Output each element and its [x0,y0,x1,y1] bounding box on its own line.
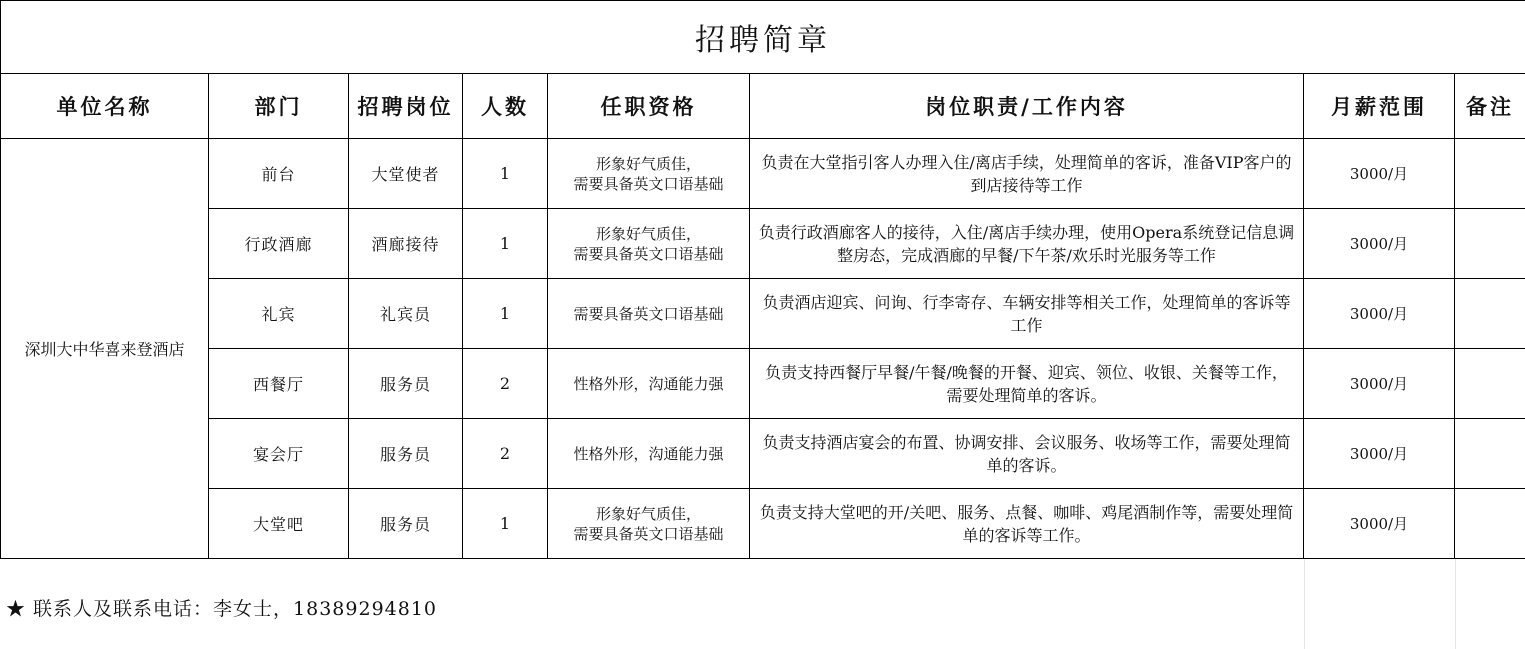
duties-text: 负责酒店迎宾、问询、行李寄存、车辆安排等相关工作，处理简单的客诉等工作 [762,292,1291,335]
qualification-cell [548,139,750,209]
remark-cell [1455,349,1525,419]
position-cell: 礼宾员 [349,279,463,349]
position-cell: 服务员 [349,419,463,489]
department-cell: 大堂吧 [209,489,349,559]
table-row [1,489,1525,559]
salary-cell: 3000/月 [1304,209,1455,279]
remark-cell [1455,279,1525,349]
duties-cell [750,279,1304,349]
qualification-text: 性格外形，沟通能力强 [573,444,724,463]
header-duties: 岗位职责/工作内容 [750,74,1304,139]
salary-cell: 3000/月 [1304,349,1455,419]
count-cell: 2 [463,349,548,419]
position-cell: 服务员 [349,349,463,419]
table-row [1,419,1525,489]
duties-text: 负责在大堂指引客人办理入住/离店手续，处理简单的客诉，准备VIP客户的到店接待等工作 [761,152,1292,195]
table-row [1,209,1525,279]
qualification-text: 形象好气质佳， 需要具备英文口语基础 [573,224,724,263]
qualification-text: 需要具备英文口语基础 [573,304,724,323]
department-cell: 前台 [209,139,349,209]
header-company: 单位名称 [1,74,209,139]
header-remark: 备注 [1455,74,1525,139]
remark-cell [1455,209,1525,279]
department-cell: 礼宾 [209,279,349,349]
remark-cell [1455,489,1525,559]
header-row [1,74,1525,139]
count-cell: 1 [463,139,548,209]
count-cell: 1 [463,209,548,279]
grid-line [1455,559,1456,649]
table-row [1,349,1525,419]
company-name: 深圳大中华喜来登酒店 [1,139,209,559]
header-count: 人数 [463,74,548,139]
qualification-text: 性格外形，沟通能力强 [573,374,724,393]
salary-cell: 3000/月 [1304,279,1455,349]
department-cell: 西餐厅 [209,349,349,419]
header-salary: 月薪范围 [1304,74,1455,139]
duties-cell [750,349,1304,419]
department-cell: 宴会厅 [209,419,349,489]
qualification-text: 形象好气质佳， 需要具备英文口语基础 [573,504,724,543]
grid-line [1304,559,1305,649]
duties-cell [750,209,1304,279]
contact-info: ★ 联系人及联系电话：李女士，18389294810 [6,598,438,620]
position-cell: 大堂使者 [349,139,463,209]
duties-cell [750,139,1304,209]
qualification-cell [548,279,750,349]
remark-cell [1455,419,1525,489]
duties-text: 负责行政酒廊客人的接待，入住/离店手续办理，使用Opera系统登记信息调整房态，完成酒廊的早餐/下午茶/欢乐时光服务等工作 [758,222,1295,265]
duties-cell [750,419,1304,489]
position-cell: 酒廊接待 [349,209,463,279]
qualification-cell [548,489,750,559]
duties-text: 负责支持大堂吧的开/关吧、服务、点餐、咖啡、鸡尾酒制作等，需要处理简单的客诉等工作。 [759,502,1294,545]
department-cell: 行政酒廊 [209,209,349,279]
count-cell: 1 [463,279,548,349]
salary-cell: 3000/月 [1304,419,1455,489]
qualification-text: 形象好气质佳， 需要具备英文口语基础 [573,154,724,193]
duties-cell [750,489,1304,559]
page-title: 招聘简章 [1,1,1525,74]
remark-cell [1455,139,1525,209]
header-qualification: 任职资格 [548,74,750,139]
qualification-cell [548,419,750,489]
duties-text: 负责支持西餐厅早餐/午餐/晚餐的开餐、迎宾、领位、收银、关餐等工作，需要处理简单的客诉。 [765,362,1288,405]
count-cell: 1 [463,489,548,559]
duties-text: 负责支持酒店宴会的布置、协调安排、会议服务、收场等工作，需要处理简单的客诉。 [762,432,1291,475]
table-row [1,279,1525,349]
salary-cell: 3000/月 [1304,489,1455,559]
header-department: 部门 [209,74,349,139]
count-cell: 2 [463,419,548,489]
salary-cell: 3000/月 [1304,139,1455,209]
qualification-cell [548,209,750,279]
position-cell: 服务员 [349,489,463,559]
table-row [1,139,1525,209]
qualification-cell [548,349,750,419]
header-position: 招聘岗位 [349,74,463,139]
